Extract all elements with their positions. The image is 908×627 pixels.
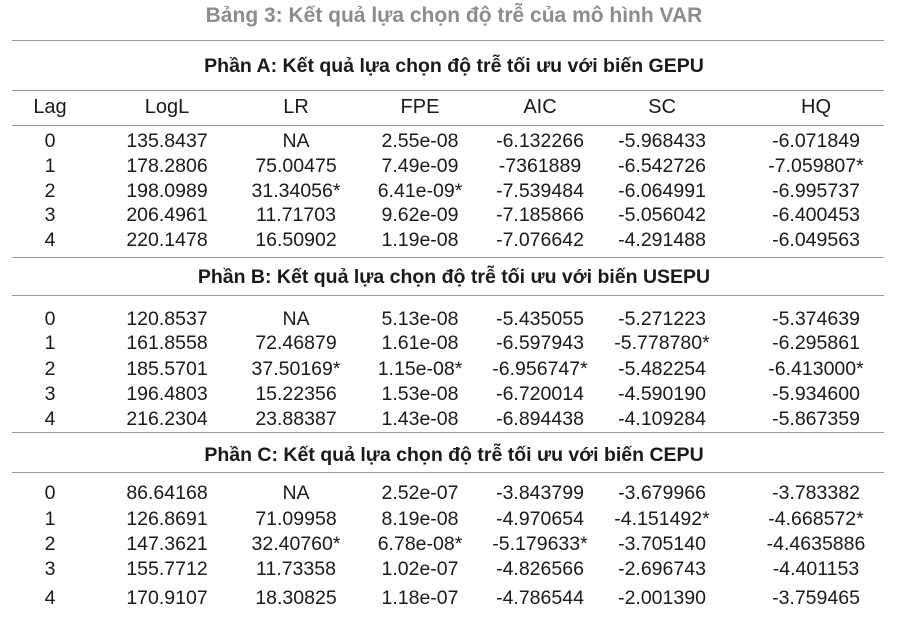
table-rule (12, 90, 884, 91)
cell-aic: -5.435055 (496, 308, 584, 330)
cell-lag: 1 (44, 332, 56, 354)
cell-fpe: 2.55e-08 (381, 130, 459, 152)
cell-aic: -7.539484 (496, 180, 584, 202)
cell-hq: -6.995737 (772, 180, 860, 202)
cell-aic: -5.179633* (492, 533, 588, 555)
cell-lag: 2 (44, 180, 56, 202)
table-rule (12, 40, 884, 41)
cell-sc: -5.271223 (618, 308, 706, 330)
table-rule (12, 295, 884, 296)
cell-logl: 196.4803 (126, 383, 208, 405)
cell-logl: 147.3621 (126, 533, 208, 555)
cell-aic: -6.894438 (496, 408, 584, 430)
cell-aic: -7.076642 (496, 229, 584, 251)
cell-sc: -4.151492* (614, 508, 710, 530)
cell-logl: 206.4961 (126, 204, 208, 226)
cell-hq: -6.049563 (772, 229, 860, 251)
cell-hq: -7.059807* (768, 155, 864, 177)
cell-lag: 3 (44, 558, 56, 580)
cell-fpe: 8.19e-08 (381, 508, 459, 530)
cell-lr: NA (282, 130, 310, 152)
cell-logl: 185.5701 (126, 358, 208, 380)
cell-hq: -3.783382 (772, 482, 860, 504)
cell-fpe: 1.19e-08 (381, 229, 459, 251)
table-title: Bảng 3: Kết quả lựa chọn độ trễ của mô hình VAR (205, 4, 703, 27)
cell-aic: -4.970654 (496, 508, 584, 530)
cell-sc: -5.056042 (618, 204, 706, 226)
cell-sc: -2.001390 (618, 587, 706, 609)
cell-hq: -5.867359 (772, 408, 860, 430)
cell-logl: 161.8558 (126, 332, 208, 354)
cell-sc: -5.482254 (618, 358, 706, 380)
cell-lr: 71.09958 (255, 508, 337, 530)
cell-lag: 2 (44, 533, 56, 555)
cell-logl: 170.9107 (126, 587, 208, 609)
cell-sc: -3.679966 (618, 482, 706, 504)
cell-lag: 4 (44, 587, 56, 609)
cell-hq: -5.934600 (772, 383, 860, 405)
cell-aic: -6.720014 (496, 383, 584, 405)
cell-lr: 11.73358 (256, 558, 336, 580)
cell-lag: 4 (44, 408, 56, 430)
cell-sc: -4.109284 (618, 408, 706, 430)
cell-lag: 3 (44, 383, 56, 405)
cell-lr: 15.22356 (255, 383, 337, 405)
cell-sc: -5.968433 (618, 130, 706, 152)
cell-fpe: 6.78e-08* (377, 533, 463, 555)
cell-sc: -6.064991 (618, 180, 706, 202)
cell-sc: -6.542726 (618, 155, 706, 177)
cell-lag: 1 (44, 155, 56, 177)
cell-fpe: 2.52e-07 (381, 482, 459, 504)
cell-hq: -3.759465 (772, 587, 860, 609)
cell-lag: 0 (44, 130, 56, 152)
section-title-c: Phần C: Kết quả lựa chọn độ trễ tối ưu với biến CEPU (204, 444, 704, 466)
table-rule (12, 257, 884, 258)
cell-aic: -7361889 (498, 155, 582, 177)
cell-hq: -6.413000* (768, 358, 864, 380)
cell-hq: -6.400453 (772, 204, 860, 226)
cell-lr: 18.30825 (255, 587, 337, 609)
column-header-lr: LR (283, 96, 309, 118)
cell-lag: 3 (44, 204, 56, 226)
cell-aic: -6.956747* (492, 358, 588, 380)
cell-hq: -6.295861 (772, 332, 860, 354)
cell-fpe: 1.53e-08 (381, 383, 459, 405)
cell-aic: -4.826566 (496, 558, 584, 580)
cell-logl: 220.1478 (126, 229, 208, 251)
cell-lr: 32.40760* (251, 533, 341, 555)
cell-aic: -4.786544 (496, 587, 584, 609)
cell-aic: -3.843799 (496, 482, 584, 504)
cell-hq: -4.401153 (772, 558, 860, 580)
cell-lr: 23.88387 (255, 408, 337, 430)
cell-logl: 198.0989 (126, 180, 208, 202)
cell-lr: 75.00475 (255, 155, 337, 177)
cell-logl: 178.2806 (126, 155, 208, 177)
column-header-hq: HQ (801, 96, 831, 118)
cell-logl: 126.8691 (126, 508, 208, 530)
cell-fpe: 1.02e-07 (381, 558, 459, 580)
cell-fpe: 6.41e-09* (377, 180, 463, 202)
cell-fpe: 9.62e-09 (381, 204, 459, 226)
cell-lag: 4 (44, 229, 56, 251)
cell-aic: -6.132266 (496, 130, 584, 152)
cell-hq: -6.071849 (772, 130, 860, 152)
cell-lag: 2 (44, 358, 56, 380)
cell-fpe: 7.49e-09 (381, 155, 459, 177)
column-header-sc: SC (648, 96, 676, 118)
cell-lr: 31.34056* (251, 180, 341, 202)
cell-logl: 155.7712 (126, 558, 208, 580)
section-title-b: Phần B: Kết quả lựa chọn độ trễ tối ưu với biến USEPU (197, 266, 711, 288)
cell-sc: -4.590190 (618, 383, 706, 405)
cell-lr: NA (282, 482, 310, 504)
cell-sc: -3.705140 (618, 533, 706, 555)
cell-hq: -4.668572* (768, 508, 864, 530)
cell-aic: -6.597943 (496, 332, 584, 354)
cell-lag: 0 (44, 482, 56, 504)
cell-lr: 72.46879 (255, 332, 337, 354)
cell-lag: 1 (44, 508, 56, 530)
cell-sc: -5.778780* (614, 332, 710, 354)
cell-lr: 16.50902 (255, 229, 337, 251)
column-header-lag: Lag (33, 96, 67, 118)
cell-sc: -4.291488 (618, 229, 706, 251)
cell-lr: 11.71703 (256, 204, 336, 226)
cell-lag: 0 (44, 308, 56, 330)
cell-hq: -4.4635886 (766, 533, 866, 555)
cell-logl: 120.8537 (126, 308, 208, 330)
cell-logl: 86.64168 (126, 482, 208, 504)
cell-fpe: 1.43e-08 (381, 408, 459, 430)
cell-lr: 37.50169* (251, 358, 341, 380)
cell-hq: -5.374639 (772, 308, 860, 330)
section-title-a: Phần A: Kết quả lựa chọn độ trễ tối ưu với biến GEPU (204, 55, 704, 77)
cell-fpe: 1.18e-07 (381, 587, 459, 609)
table-rule (12, 125, 884, 126)
column-header-logl: LogL (144, 96, 190, 118)
cell-sc: -2.696743 (618, 558, 706, 580)
column-header-fpe: FPE (400, 96, 440, 118)
cell-fpe: 5.13e-08 (381, 308, 459, 330)
cell-lr: NA (282, 308, 310, 330)
cell-aic: -7.185866 (496, 204, 584, 226)
column-header-aic: AIC (523, 96, 557, 118)
cell-logl: 216.2304 (126, 408, 208, 430)
cell-logl: 135.8437 (126, 130, 208, 152)
cell-fpe: 1.61e-08 (381, 332, 459, 354)
table-rule (12, 472, 884, 473)
table-rule (12, 432, 884, 433)
cell-fpe: 1.15e-08* (377, 358, 463, 380)
